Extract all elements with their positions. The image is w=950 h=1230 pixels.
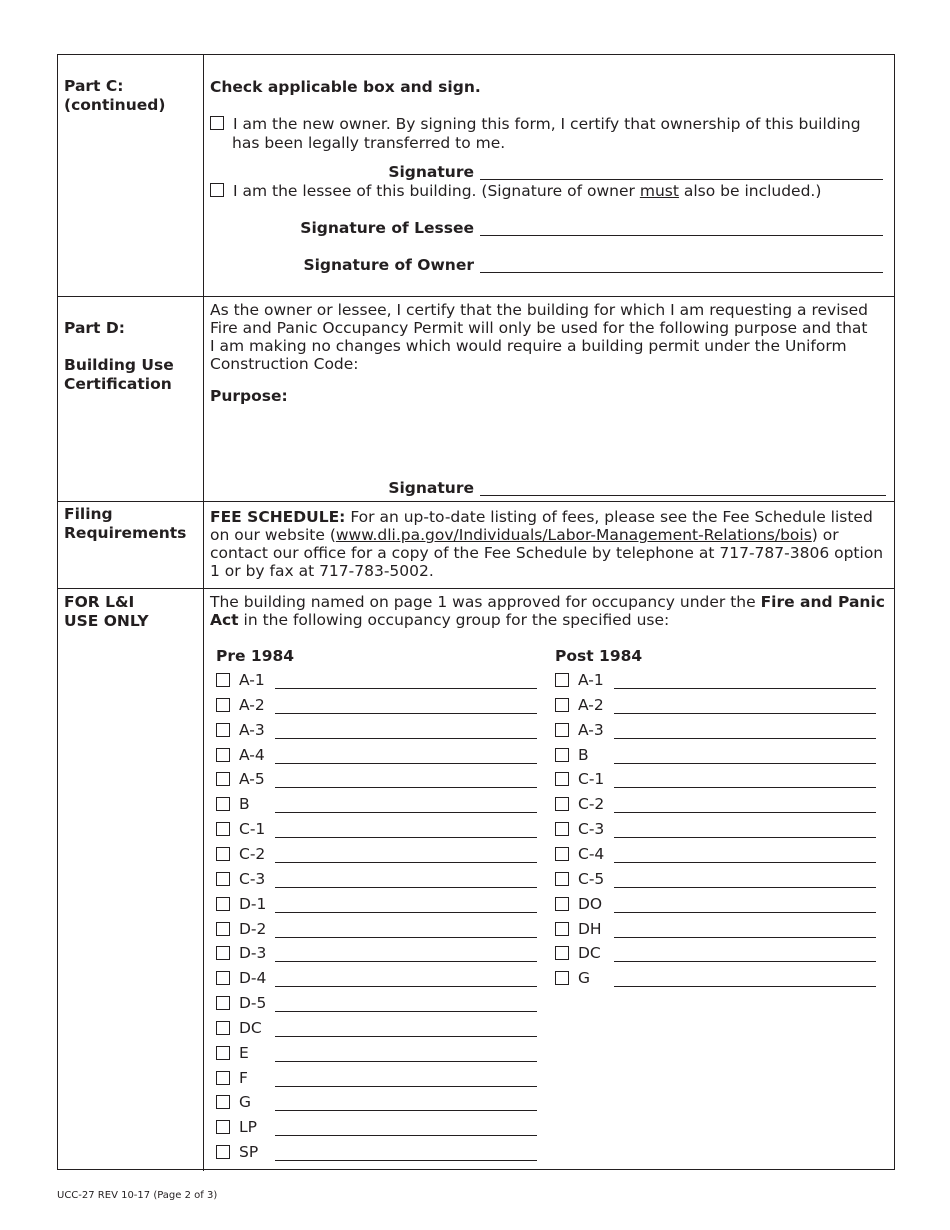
occupancy-use-line[interactable]	[614, 688, 876, 689]
occupancy-code: D-5	[239, 994, 267, 1013]
lessee-signature-label: Signature of Lessee	[300, 219, 474, 237]
occupancy-use-line[interactable]	[275, 1011, 537, 1012]
occupancy-use-line[interactable]	[275, 713, 537, 714]
occupancy-item	[555, 818, 876, 842]
occupancy-checkbox[interactable]	[555, 872, 569, 886]
occupancy-item	[555, 793, 876, 817]
occupancy-use-line[interactable]	[614, 812, 876, 813]
li-sublabel: USE ONLY	[64, 612, 149, 630]
lessee-checkbox[interactable]	[210, 183, 224, 197]
occupancy-checkbox[interactable]	[216, 1046, 230, 1060]
filing-sublabel: Requirements	[64, 524, 187, 542]
fee-text-4: 1 or by fax at 717-783-5002.	[210, 562, 434, 580]
occupancy-use-line[interactable]	[275, 763, 537, 764]
post-1984-heading: Post 1984	[555, 647, 643, 665]
occupancy-code: C-4	[578, 844, 605, 863]
occupancy-code: C-2	[578, 795, 605, 814]
occupancy-item	[216, 768, 537, 792]
occupancy-checkbox[interactable]	[216, 673, 230, 687]
occupancy-code: E	[239, 1043, 249, 1062]
occupancy-use-line[interactable]	[275, 837, 537, 838]
occupancy-checkbox[interactable]	[555, 698, 569, 712]
occupancy-item	[216, 942, 537, 966]
owner-of-building-signature-line[interactable]	[480, 272, 883, 273]
occupancy-use-line[interactable]	[614, 912, 876, 913]
occupancy-item	[555, 868, 876, 892]
occupancy-item	[555, 768, 876, 792]
occupancy-checkbox[interactable]	[555, 822, 569, 836]
occupancy-use-line[interactable]	[614, 738, 876, 739]
occupancy-code: C-3	[239, 869, 266, 888]
occupancy-use-line[interactable]	[275, 1086, 537, 1087]
occupancy-use-line[interactable]	[614, 763, 876, 764]
occupancy-checkbox[interactable]	[216, 971, 230, 985]
occupancy-checkbox[interactable]	[216, 698, 230, 712]
occupancy-item	[216, 1091, 537, 1115]
occupancy-item	[216, 793, 537, 817]
occupancy-use-line[interactable]	[614, 986, 876, 987]
occupancy-use-line[interactable]	[275, 887, 537, 888]
occupancy-code: C-5	[578, 869, 605, 888]
occupancy-use-line[interactable]	[275, 738, 537, 739]
occupancy-use-line[interactable]	[275, 688, 537, 689]
occupancy-code: C-1	[578, 770, 605, 789]
occupancy-checkbox[interactable]	[555, 847, 569, 861]
occupancy-code: A-4	[239, 745, 265, 764]
occupancy-item	[216, 694, 537, 718]
occupancy-use-line[interactable]	[275, 862, 537, 863]
occupancy-checkbox[interactable]	[216, 897, 230, 911]
owner-signature-line[interactable]	[480, 179, 883, 180]
occupancy-code: G	[578, 969, 591, 988]
part-c-sublabel: (continued)	[64, 96, 166, 114]
part-c-label: Part C:	[64, 77, 124, 95]
occupancy-item	[555, 744, 876, 768]
occupancy-item	[216, 1116, 537, 1140]
occupancy-item	[216, 1067, 537, 1091]
occupancy-item	[216, 818, 537, 842]
fee-text-2: on our website (www.dli.pa.gov/Individuals/Labor-Management-Relations/bois) or	[210, 526, 839, 544]
occupancy-code: F	[239, 1068, 248, 1087]
part-c-row	[58, 55, 894, 297]
filing-label-cell	[58, 502, 204, 588]
part-d-sublabel-1: Building Use	[64, 356, 174, 374]
occupancy-checkbox[interactable]	[555, 673, 569, 687]
occupancy-use-line[interactable]	[614, 937, 876, 938]
new-owner-text-2: has been legally transferred to me.	[232, 134, 506, 152]
part-d-label: Part D:	[64, 319, 125, 337]
owner-of-building-signature-label: Signature of Owner	[303, 256, 474, 274]
part-d-text-2: Fire and Panic Occupancy Permit will only be used for the following purpose and that	[210, 319, 868, 337]
occupancy-use-line[interactable]	[275, 961, 537, 962]
new-owner-text-1: I am the new owner. By signing this form, I certify that ownership of this building	[233, 115, 861, 133]
occupancy-use-line[interactable]	[275, 1110, 537, 1111]
li-text-2: Act in the following occupancy group for the specified use:	[210, 611, 670, 629]
occupancy-code: D-4	[239, 969, 267, 988]
occupancy-checkbox[interactable]	[216, 723, 230, 737]
occupancy-checkbox[interactable]	[216, 872, 230, 886]
occupancy-checkbox[interactable]	[216, 748, 230, 762]
occupancy-use-line[interactable]	[275, 1061, 537, 1062]
occupancy-code: B	[239, 795, 250, 814]
occupancy-checkbox[interactable]	[216, 1120, 230, 1134]
occupancy-checkbox[interactable]	[555, 946, 569, 960]
occupancy-code: A-5	[239, 770, 265, 789]
occupancy-item	[216, 992, 537, 1016]
occupancy-item	[555, 918, 876, 942]
form-footer: UCC-27 REV 10-17 (Page 2 of 3)	[57, 1190, 218, 1201]
occupancy-item	[555, 967, 876, 991]
occupancy-checkbox[interactable]	[555, 922, 569, 936]
occupancy-use-line[interactable]	[614, 713, 876, 714]
occupancy-item	[216, 1141, 537, 1165]
part-c-heading: Check applicable box and sign.	[210, 78, 481, 96]
occupancy-code: DO	[578, 894, 603, 913]
occupancy-checkbox[interactable]	[555, 897, 569, 911]
occupancy-code: DH	[578, 919, 602, 938]
occupancy-checkbox[interactable]	[216, 772, 230, 786]
occupancy-code: D-3	[239, 944, 267, 963]
occupancy-code: D-1	[239, 894, 267, 913]
occupancy-checkbox[interactable]	[216, 847, 230, 861]
occupancy-use-line[interactable]	[614, 862, 876, 863]
occupancy-checkbox[interactable]	[216, 797, 230, 811]
occupancy-item	[216, 918, 537, 942]
occupancy-item	[216, 868, 537, 892]
occupancy-code: DC	[239, 1018, 262, 1037]
occupancy-item	[216, 1017, 537, 1041]
occupancy-use-line[interactable]	[275, 912, 537, 913]
occupancy-checkbox[interactable]	[555, 971, 569, 985]
occupancy-code: A-1	[578, 671, 604, 689]
occupancy-item	[216, 744, 537, 768]
occupancy-code: D-2	[239, 919, 267, 938]
form-table	[57, 54, 895, 1170]
occupancy-item	[555, 843, 876, 867]
occupancy-code: A-3	[578, 720, 604, 739]
occupancy-use-line[interactable]	[614, 887, 876, 888]
part-d-signature-line[interactable]	[480, 495, 886, 496]
part-d-row	[58, 297, 894, 502]
occupancy-item	[216, 893, 537, 917]
occupancy-checkbox[interactable]	[216, 946, 230, 960]
fee-schedule-link[interactable]: www.dli.pa.gov/Individuals/Labor-Management-Relations/bois	[335, 526, 812, 544]
occupancy-item	[555, 719, 876, 743]
occupancy-checkbox[interactable]	[216, 1095, 230, 1109]
filing-row	[58, 502, 894, 589]
part-d-signature-label: Signature	[388, 479, 474, 497]
occupancy-item	[555, 669, 876, 693]
occupancy-use-line[interactable]	[275, 1036, 537, 1037]
occupancy-checkbox[interactable]	[216, 1145, 230, 1159]
occupancy-use-line[interactable]	[275, 1135, 537, 1136]
occupancy-use-line[interactable]	[275, 812, 537, 813]
occupancy-checkbox[interactable]	[555, 723, 569, 737]
fee-text-1: FEE SCHEDULE: For an up-to-date listing of fees, please see the Fee Schedule listed	[210, 508, 873, 526]
part-d-text-4: Construction Code:	[210, 355, 359, 373]
owner-signature-label: Signature	[388, 163, 474, 181]
occupancy-use-line[interactable]	[275, 986, 537, 987]
occupancy-code: LP	[239, 1118, 257, 1137]
li-row	[58, 589, 894, 1171]
occupancy-item	[555, 893, 876, 917]
occupancy-use-line[interactable]	[614, 787, 876, 788]
occupancy-code: A-2	[578, 695, 604, 714]
occupancy-checkbox[interactable]	[555, 748, 569, 762]
pre-1984-heading: Pre 1984	[216, 647, 295, 665]
li-text-1: The building named on page 1 was approved for occupancy under the Fire and Panic	[210, 593, 885, 611]
occupancy-code: C-3	[578, 820, 605, 839]
part-d-sublabel-2: Certification	[64, 375, 172, 393]
filing-label: Filing	[64, 505, 113, 523]
lessee-text: I am the lessee of this building. (Signature of owner must also be included.)	[233, 182, 822, 200]
lessee-signature-line[interactable]	[480, 235, 883, 236]
occupancy-checkbox[interactable]	[216, 1071, 230, 1085]
occupancy-checkbox[interactable]	[216, 822, 230, 836]
occupancy-code: DC	[578, 944, 601, 963]
occupancy-use-line[interactable]	[614, 961, 876, 962]
part-c-label-cell	[58, 55, 204, 296]
occupancy-code: C-1	[239, 820, 266, 839]
occupancy-checkbox[interactable]	[555, 797, 569, 811]
occupancy-item	[555, 694, 876, 718]
occupancy-code: B	[578, 745, 589, 764]
occupancy-checkbox[interactable]	[555, 772, 569, 786]
occupancy-item	[555, 942, 876, 966]
occupancy-checkbox[interactable]	[216, 922, 230, 936]
occupancy-checkbox[interactable]	[216, 1021, 230, 1035]
part-d-label-cell	[58, 297, 204, 501]
occupancy-item	[216, 719, 537, 743]
new-owner-checkbox[interactable]	[210, 116, 224, 130]
li-label-cell	[58, 589, 204, 1171]
purpose-label: Purpose:	[210, 387, 288, 405]
occupancy-item	[216, 1042, 537, 1066]
part-d-text-1: As the owner or lessee, I certify that the building for which I am requesting a revised	[210, 301, 868, 319]
occupancy-item	[216, 669, 537, 693]
occupancy-item	[216, 843, 537, 867]
occupancy-code: A-3	[239, 720, 265, 739]
occupancy-use-line[interactable]	[275, 937, 537, 938]
occupancy-checkbox[interactable]	[216, 996, 230, 1010]
occupancy-code: A-1	[239, 671, 265, 689]
occupancy-code: SP	[239, 1143, 259, 1162]
occupancy-use-line[interactable]	[275, 787, 537, 788]
occupancy-code: A-2	[239, 695, 265, 714]
part-d-text-3: I am making no changes which would require a building permit under the Uniform	[210, 337, 847, 355]
occupancy-use-line[interactable]	[275, 1160, 537, 1161]
fee-text-3: contact our office for a copy of the Fee Schedule by telephone at 717-787-3806 option	[210, 544, 884, 562]
occupancy-code: G	[239, 1093, 252, 1112]
occupancy-item	[216, 967, 537, 991]
li-label: FOR L&I	[64, 593, 135, 611]
occupancy-use-line[interactable]	[614, 837, 876, 838]
occupancy-code: C-2	[239, 844, 266, 863]
